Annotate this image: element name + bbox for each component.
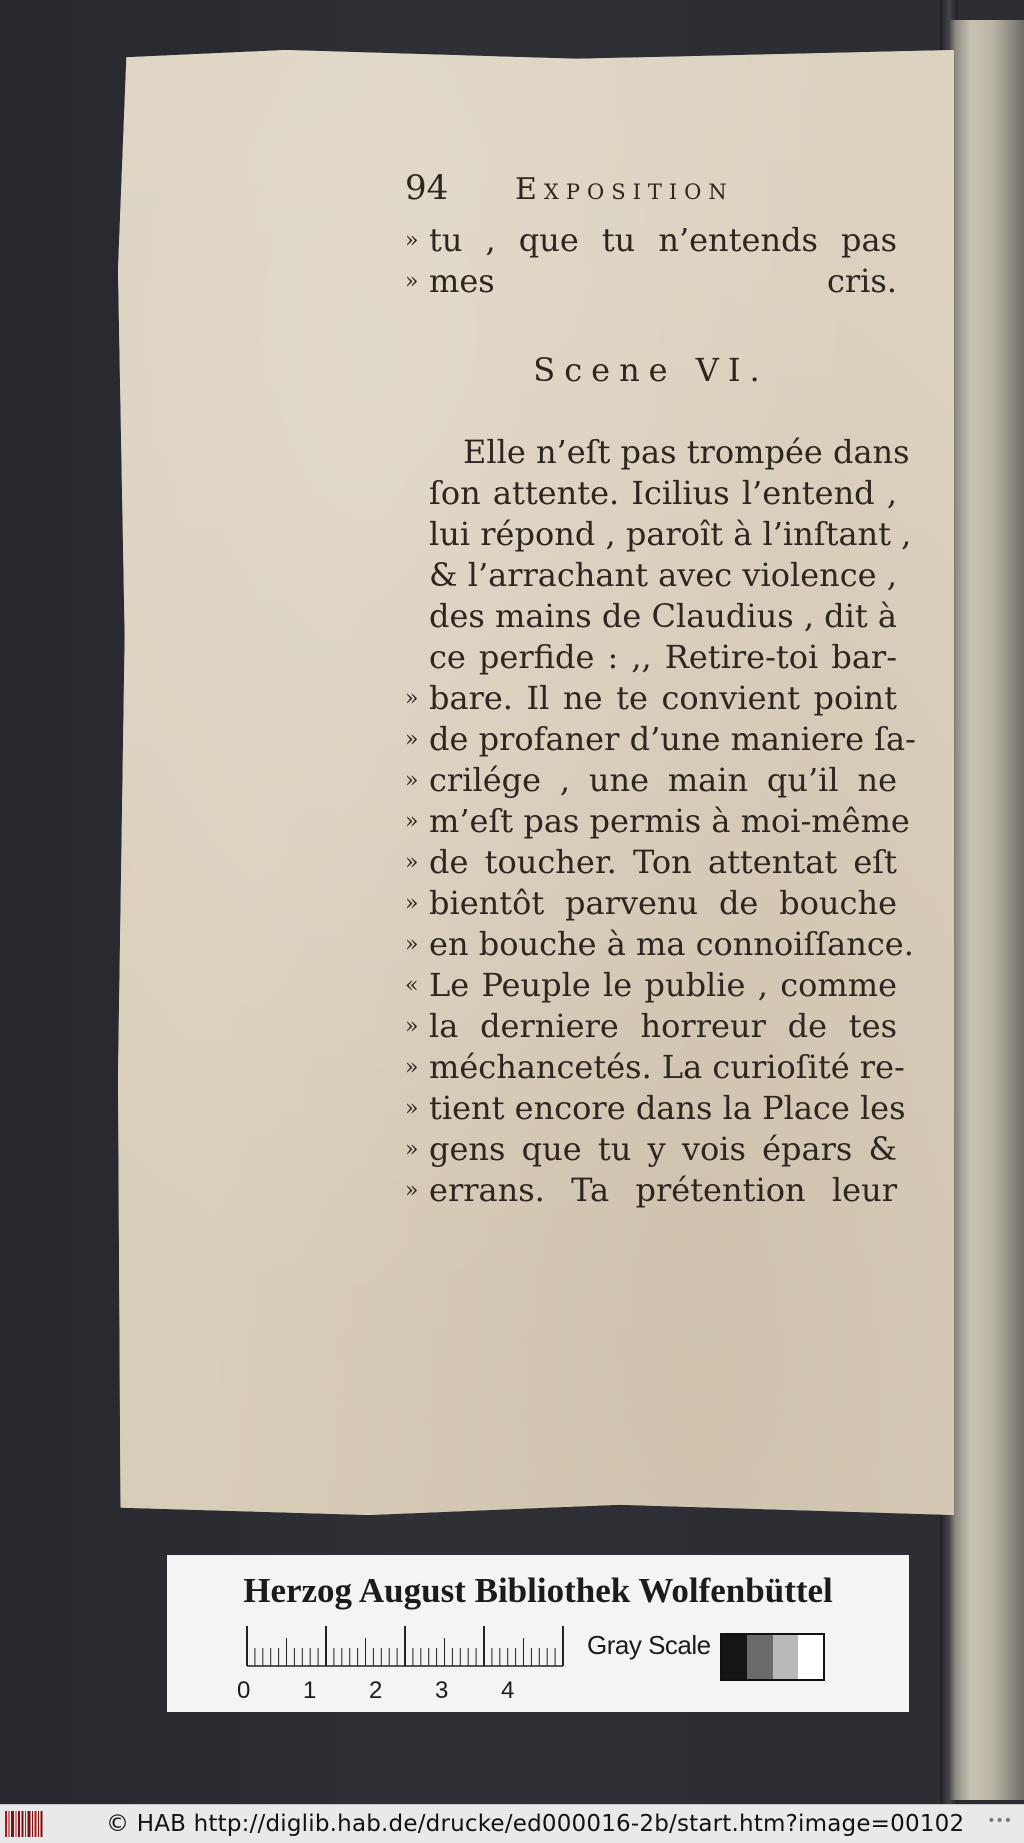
line-text: Elle n’eſt pas trompée dans: [463, 433, 910, 471]
text-line: [405, 760, 897, 801]
quote-mark: [405, 473, 429, 514]
body-lines: [405, 432, 916, 1211]
page-header: [405, 168, 897, 220]
quote-mark: »: [405, 891, 419, 916]
text-line: [405, 924, 914, 965]
quote-mark: «: [405, 973, 419, 998]
text-line: [405, 965, 897, 1006]
running-head: Exposition: [515, 172, 734, 207]
quote-mark: »: [405, 228, 419, 253]
ruler-number: 0: [237, 1677, 251, 1704]
barcode-bar: [25, 1811, 26, 1837]
quote-mark: »: [405, 1096, 419, 1121]
text-line: [405, 1170, 897, 1211]
barcode-bar: [16, 1811, 17, 1837]
line-text: bare. Il ne te convient point: [429, 679, 897, 717]
quote-mark: [405, 432, 429, 473]
barcode-bar: [11, 1811, 14, 1837]
line-text: en bouche à ma connoiſſance.: [429, 925, 914, 963]
line-text: méchancetés. La curioſité re-: [429, 1048, 905, 1086]
quote-mark: [405, 555, 429, 596]
ruler-scale: [245, 1624, 565, 1668]
text-line: [405, 1088, 906, 1129]
line-text: errans. Ta prétention leur: [429, 1171, 897, 1209]
status-bar: [0, 1804, 1024, 1843]
ruler-number: 4: [501, 1677, 515, 1704]
ruler-number: 2: [369, 1677, 383, 1704]
barcode-bar: [28, 1811, 31, 1837]
gray-swatch: [722, 1635, 747, 1679]
text-line: [405, 555, 897, 596]
text-line: [405, 220, 897, 261]
line-text: lui répond , paroît à l’inſtant ,: [429, 515, 912, 553]
line-text: de toucher. Ton attentat eſt: [429, 843, 897, 881]
barcode-bar: [22, 1811, 24, 1837]
library-name: Herzog August Bibliothek Wolfenbüttel: [243, 1571, 833, 1610]
line-text: bientôt parvenu de bouche: [429, 884, 897, 922]
gray-scale-label: Gray Scale: [587, 1630, 711, 1660]
text-line: [405, 678, 897, 719]
barcode-bar: [41, 1811, 43, 1837]
quote-mark: [405, 596, 429, 637]
text-line: [405, 1006, 897, 1047]
line-text: ce perfide : ,, Retire-toi bar-: [429, 638, 897, 676]
barcode-bar: [18, 1811, 20, 1837]
line-text: ſon attente. Icilius l’entend ,: [429, 474, 897, 512]
quote-mark: »: [405, 269, 419, 294]
more-options-icon[interactable]: •••: [987, 1813, 1012, 1829]
page-number: 94: [405, 168, 449, 208]
line-text: crilége , une main qu’il ne: [429, 761, 897, 799]
quote-mark: »: [405, 1014, 419, 1039]
top-lines: [405, 220, 897, 302]
line-text: des mains de Claudius , dit à: [429, 597, 897, 635]
quote-mark: »: [405, 768, 419, 793]
line-text: & l’arrachant avec violence ,: [429, 556, 897, 594]
line-text: gens que tu y vois épars &: [429, 1130, 897, 1168]
barcode-bar: [9, 1811, 10, 1837]
barcode-bar: [38, 1811, 39, 1837]
line-text: de profaner d’une maniere ſa-: [429, 720, 916, 758]
source-url-text[interactable]: © HAB http://diglib.hab.de/drucke/ed000016-2b/start.htm?image=00102: [106, 1811, 965, 1837]
line-text: tient encore dans la Place les: [429, 1089, 906, 1127]
line-text: mes cris.: [429, 262, 897, 300]
text-line: [405, 432, 910, 473]
text-line: [405, 261, 897, 302]
line-text: tu , que tu n’entends pas: [429, 221, 897, 259]
gray-swatch: [798, 1635, 823, 1679]
text-line: [405, 1047, 905, 1088]
quote-mark: [405, 637, 429, 678]
text-line: [405, 1129, 897, 1170]
quote-mark: »: [405, 932, 419, 957]
quote-mark: »: [405, 809, 419, 834]
quote-mark: »: [405, 1055, 419, 1080]
barcode-bar: [32, 1811, 33, 1837]
hab-barcode-icon[interactable]: [2, 1805, 48, 1843]
scene-title: Scene VI.: [533, 351, 769, 389]
barcode-bar: [5, 1811, 7, 1837]
text-line: [405, 596, 897, 637]
text-line: [405, 883, 897, 924]
quote-mark: »: [405, 1137, 419, 1162]
barcode-bar: [35, 1811, 37, 1837]
text-line: [405, 801, 910, 842]
line-text: Le Peuple le publie , comme: [429, 966, 897, 1004]
text-line: [405, 473, 897, 514]
quote-mark: »: [405, 850, 419, 875]
line-text: m’eſt pas permis à moi-même: [429, 802, 910, 840]
gray-swatch: [773, 1635, 798, 1679]
ruler-number: 1: [303, 1677, 317, 1704]
text-line: [405, 842, 897, 883]
gray-scale-swatches: [720, 1633, 825, 1681]
ruler-number: 3: [435, 1677, 449, 1704]
line-text: la derniere horreur de tes: [429, 1007, 897, 1045]
quote-mark: »: [405, 686, 419, 711]
quote-mark: »: [405, 1178, 419, 1203]
quote-mark: »: [405, 727, 419, 752]
text-line: [405, 637, 897, 678]
quote-mark: [405, 514, 429, 555]
facing-page-edge: [948, 20, 1024, 1800]
gray-swatch: [747, 1635, 772, 1679]
page-text-block: [405, 168, 916, 1211]
calibration-card: [167, 1555, 909, 1712]
text-line: [405, 514, 912, 555]
text-line: [405, 719, 916, 760]
